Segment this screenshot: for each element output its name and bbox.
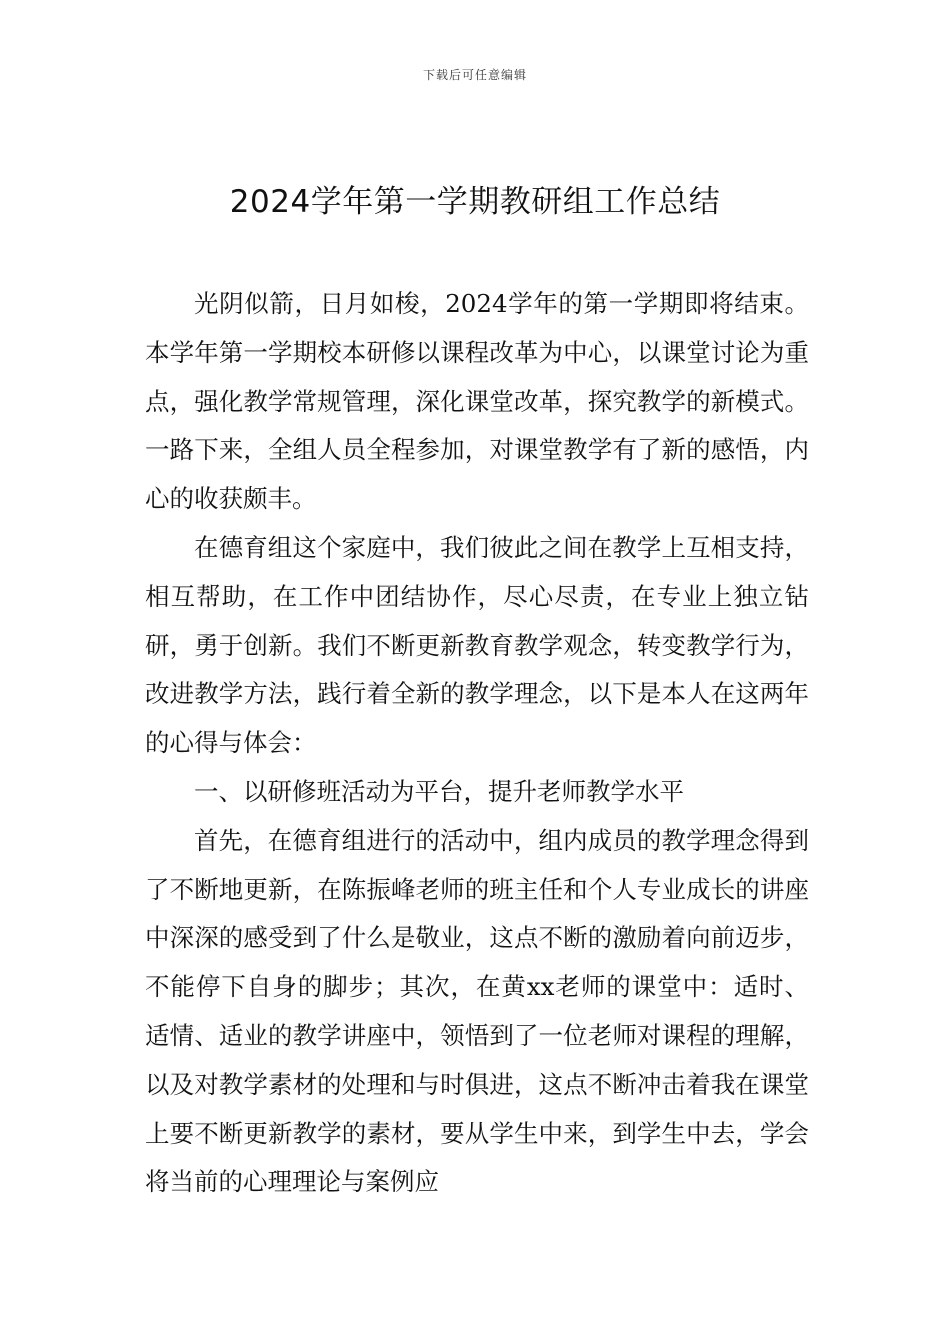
document-body	[145, 280, 809, 1207]
header-note: 下载后可任意编辑	[422, 68, 527, 82]
paragraph-intro: 光阴似箭，日月如梭，2024学年的第一学期即将结束。本学年第一学期校本研修以课程改革为中心，以课堂讨论为重点，强化教学常规管理，深化课堂改革，探究教学的新模式。一路下来，全组人员全程参加，对课堂教学有了新的感悟，内心的收获颇丰。	[145, 289, 809, 514]
paragraph-section-1: 首先，在德育组进行的活动中，组内成员的教学理念得到了不断地更新，在陈振峰老师的班主任和个人专业成长的讲座中深深的感受到了什么是敬业，这点不断的激励着向前迈步，不能停下自身的脚步；其次，在黄xx老师的课堂中：适时、适情、适业的教学讲座中，领悟到了一位老师对课程的理解，以及对教学素材的处理和与时俱进，这点不断冲击着我在课堂上要不断更新教学的素材，要从学生中来，到学生中去，学会将当前的心理理论与案例应	[145, 825, 809, 1197]
paragraph-team: 在德育组这个家庭中，我们彼此之间在教学上互相支持，相互帮助，在工作中团结协作，尽心尽责，在专业上独立钻研，勇于创新。我们不断更新教育教学观念，转变教学行为，改进教学方法，践行着全新的教学理念，以下是本人在这两年的心得与体会：	[145, 532, 809, 758]
document-title: 2024学年第一学期教研组工作总结	[229, 184, 721, 220]
section-heading-1: 一、以研修班活动为平台，提升老师教学水平	[194, 776, 684, 806]
